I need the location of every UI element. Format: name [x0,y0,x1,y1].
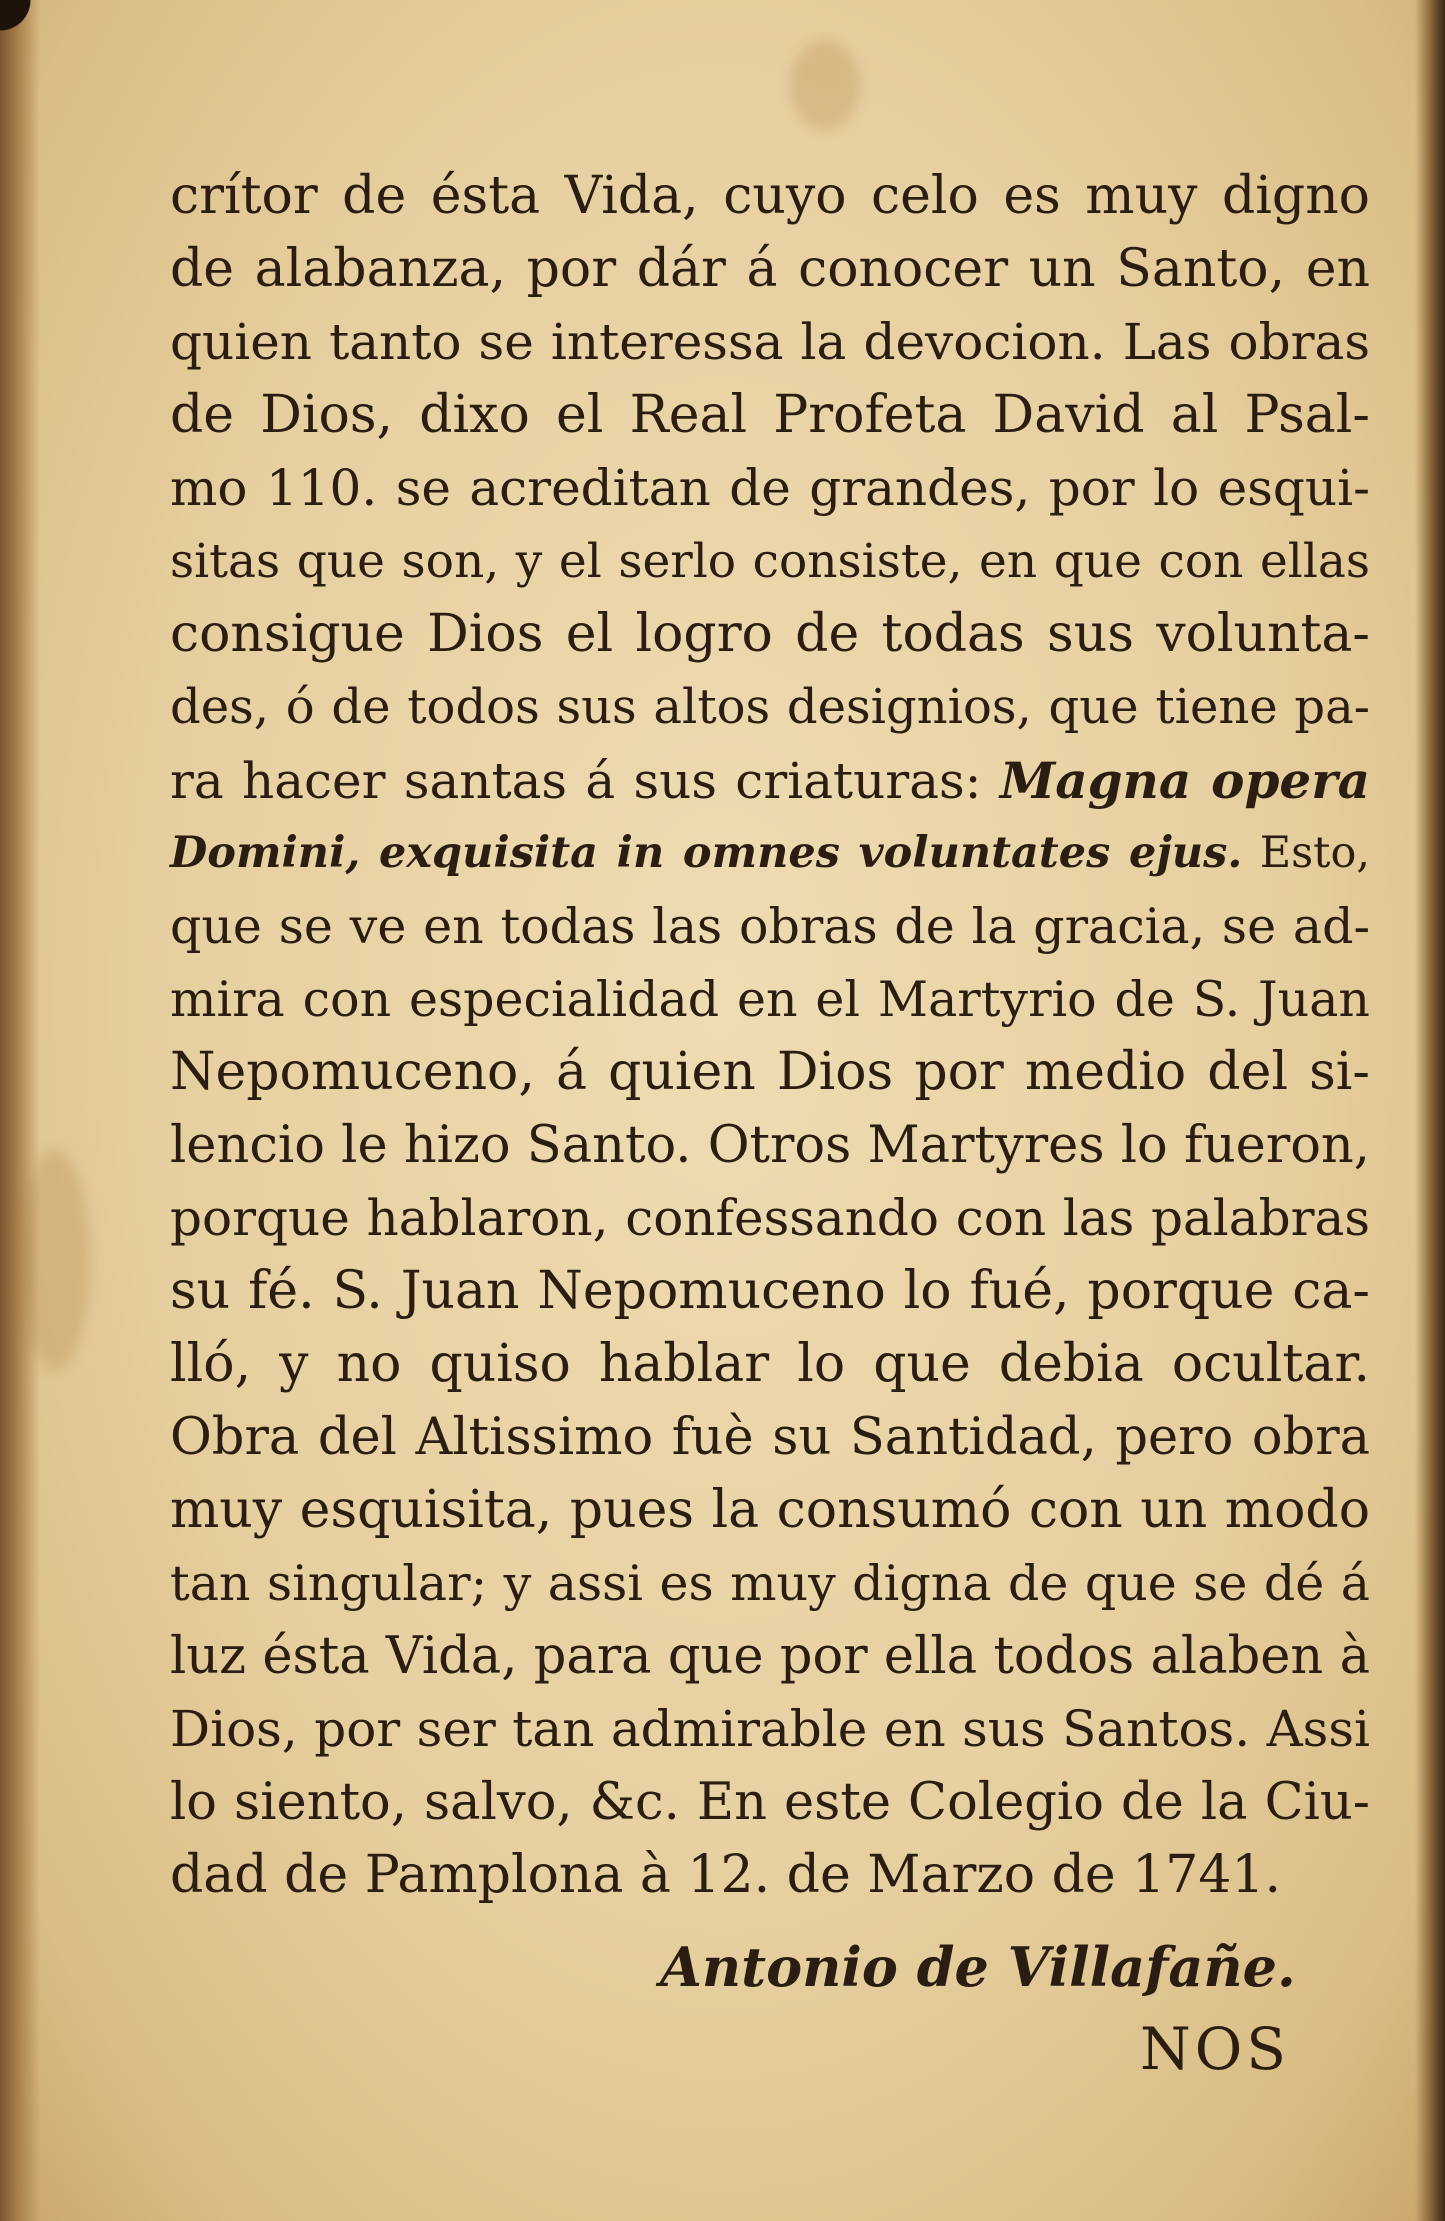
text-line: Nepomuceno, á quien Dios por medio del si- [170,1042,1370,1102]
text-segment: ra hacer santas á sus criaturas: [170,752,982,810]
page-edge [1415,0,1445,2221]
text-line: dad de Pamplona à 12. de Marzo de 1741. [170,1845,1282,1905]
text-line: porque hablaron, confessando con las palabras [170,1189,1370,1247]
text-line: de Dios, dixo el Real Profeta David al Psal- [170,385,1370,445]
text-line: sitas que son, y el serlo consiste, en que con ellas [170,534,1370,589]
latin-quote: Magna opera [999,751,1370,810]
text-line: quien tanto se interessa la devocion. Las obras [170,313,1370,371]
signature: Antonio de Villafañe. [660,1935,1296,1999]
text-line: mira con especialidad en el Martyrio de S. Juan [170,971,1370,1028]
text-line: muy esquisita, pues la consumó con un modo [170,1480,1370,1540]
text-line: que se ve en todas las obras de la gracia, se ad- [170,898,1370,955]
page-spine-shadow [0,0,40,2221]
text-line [170,817,1370,890]
text-line: mo 110. se acreditan de grandes, por lo esqui- [170,459,1370,517]
text-line: de alabanza, por dár á conocer un Santo, en [170,239,1370,299]
body-text [170,160,1370,1912]
text-line: Obra del Altissimo fuè su Santidad, pero obra [170,1408,1370,1467]
text-line: su fé. S. Juan Nepomuceno lo fué, porque ca- [170,1261,1370,1321]
latin-quote: Domini, exquisita in omnes voluntates ejus. [170,828,1243,878]
text-line: Dios, por ser tan admirable en sus Santos. Assi [170,1700,1370,1758]
text-line: lló, y no quiso hablar lo que debia ocultar. [170,1334,1370,1394]
paper-stain [790,40,860,130]
text-segment: Esto, [1259,828,1370,878]
text-line: des, ó de todos sus altos designios, que tiene pa- [170,679,1370,735]
catchword: NOS [1140,2015,1291,2083]
text-line: crítor de ésta Vida, cuyo celo es muy digno [170,166,1370,226]
text-line: lo siento, salvo, &c. En este Colegio de la Ciu- [170,1773,1370,1832]
text-line [170,744,1370,817]
paper-stain [20,1150,90,1370]
text-line: luz ésta Vida, para que por ella todos alaben à [170,1627,1370,1686]
text-line: tan singular; y assi es muy digna de que se dé á [170,1555,1370,1612]
text-line: lencio le hizo Santo. Otros Martyres lo fueron, [170,1116,1370,1175]
text-line: consigue Dios el logro de todas sus volunta- [170,604,1370,664]
page-corner [0,0,60,60]
